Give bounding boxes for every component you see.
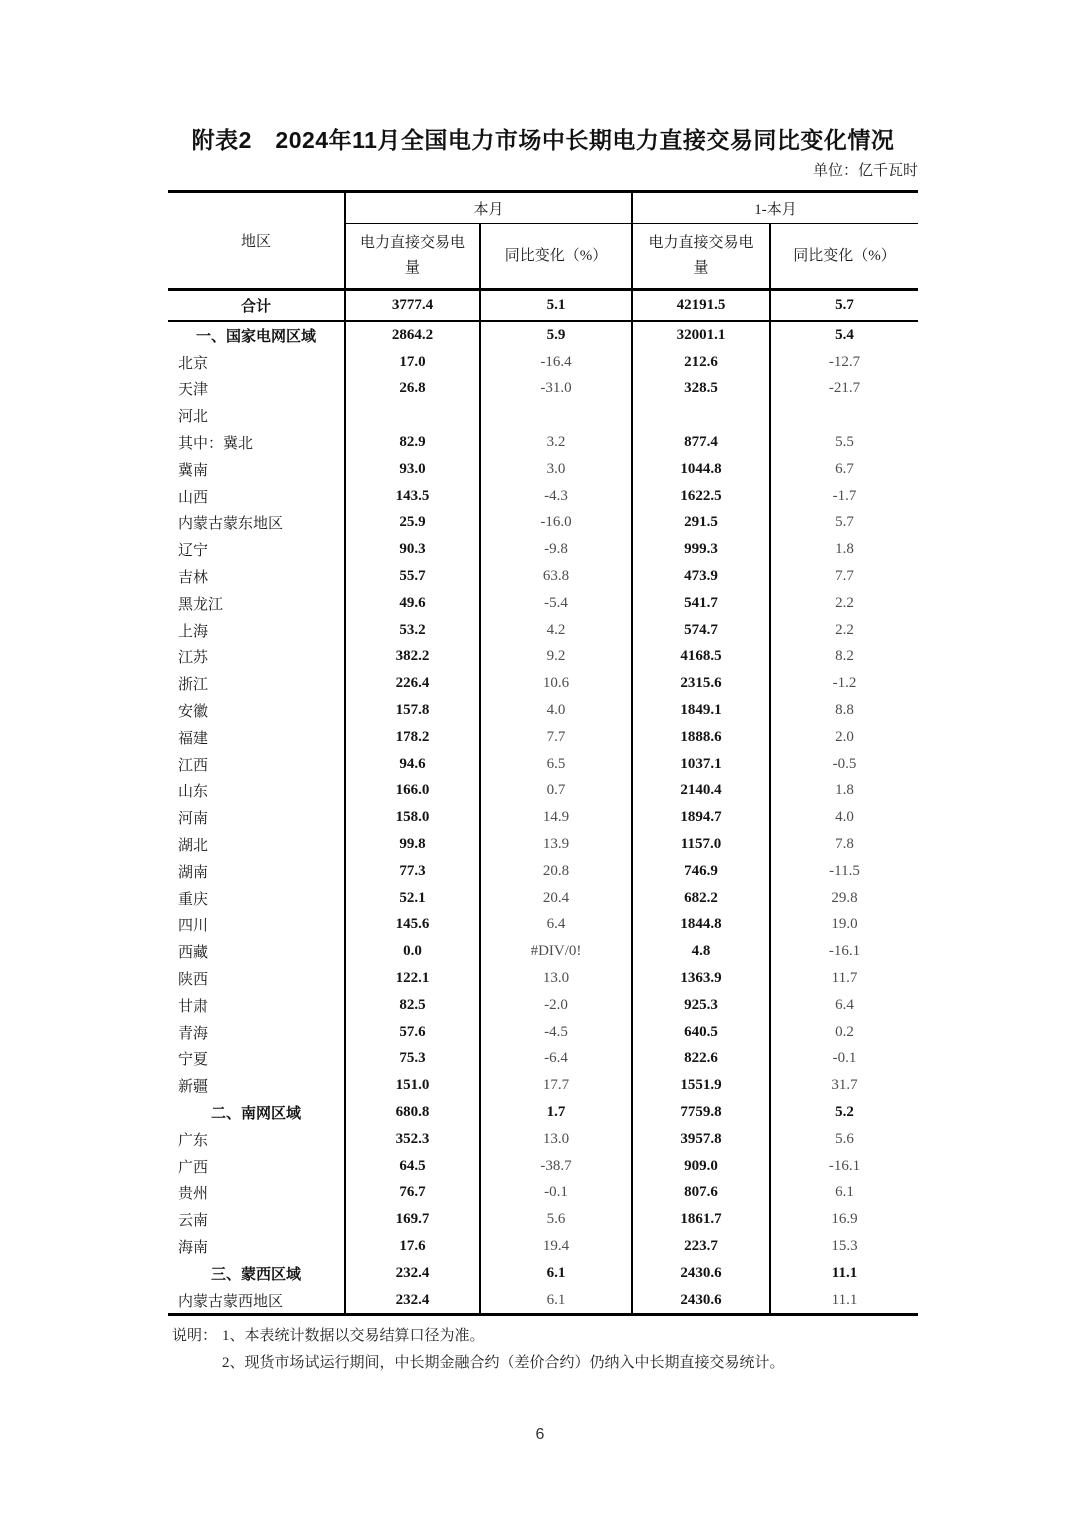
region-cell: 上海: [178, 623, 209, 640]
yoy-cell: 5.7: [770, 510, 918, 537]
document-content: [168, 0, 918, 1377]
region-cell: 天津: [178, 382, 209, 399]
table-row: [168, 483, 918, 510]
yoy-cell: 6.4: [770, 992, 918, 1019]
table-row: [168, 965, 918, 992]
region-cell: 西藏: [178, 945, 209, 962]
table-row: [168, 456, 918, 483]
volume-cell: 25.9: [345, 510, 480, 537]
yoy-cell: -9.8: [480, 536, 632, 563]
table-row: [168, 1260, 918, 1287]
table-row: [168, 1180, 918, 1207]
volume-cell: 1044.8: [632, 456, 770, 483]
yoy-cell: -0.1: [770, 1046, 918, 1073]
notes-items: [222, 1323, 918, 1377]
table-row: [168, 912, 918, 939]
yoy-cell: 4.2: [480, 617, 632, 644]
table-row: [168, 751, 918, 778]
volume-cell: 223.7: [632, 1233, 770, 1260]
table-row: [168, 858, 918, 885]
region-cell: 云南: [178, 1213, 209, 1230]
volume-cell: 212.6: [632, 349, 770, 376]
volume-cell: 2315.6: [632, 670, 770, 697]
volume-cell: 682.2: [632, 885, 770, 912]
volume-cell: 680.8: [345, 1099, 480, 1126]
yoy-cell: 5.6: [480, 1206, 632, 1233]
table-row: [168, 1233, 918, 1260]
table-row: [168, 429, 918, 456]
header-volume-month: 电力直接交易电量: [345, 224, 480, 290]
region-cell: 内蒙古蒙西地区: [178, 1293, 284, 1310]
yoy-cell: 11.1: [770, 1260, 918, 1287]
region-cell: 江苏: [178, 650, 209, 667]
table-row: [168, 376, 918, 403]
yoy-cell: 1.7: [480, 1099, 632, 1126]
yoy-cell: -16.0: [480, 510, 632, 537]
volume-cell: 57.6: [345, 1019, 480, 1046]
volume-cell: 3777.4: [345, 290, 480, 322]
yoy-cell: -5.4: [480, 590, 632, 617]
volume-cell: 328.5: [632, 376, 770, 403]
unit-label: 单位：亿千瓦时: [812, 163, 918, 179]
yoy-cell: -11.5: [770, 858, 918, 885]
region-cell: 宁夏: [178, 1052, 209, 1069]
yoy-cell: -12.7: [770, 349, 918, 376]
volume-cell: 26.8: [345, 376, 480, 403]
yoy-cell: 4.0: [770, 804, 918, 831]
yoy-cell: 19.4: [480, 1233, 632, 1260]
volume-cell: 382.2: [345, 644, 480, 671]
volume-cell: 55.7: [345, 563, 480, 590]
volume-cell: 0.0: [345, 938, 480, 965]
volume-cell: 232.4: [345, 1260, 480, 1287]
volume-cell: 473.9: [632, 563, 770, 590]
region-cell: 广东: [178, 1132, 209, 1149]
volume-cell: 1888.6: [632, 724, 770, 751]
yoy-cell: 3.2: [480, 429, 632, 456]
volume-cell: 64.5: [345, 1153, 480, 1180]
volume-cell: 1861.7: [632, 1206, 770, 1233]
volume-cell: 94.6: [345, 751, 480, 778]
volume-cell: 75.3: [345, 1046, 480, 1073]
volume-cell: 877.4: [632, 429, 770, 456]
yoy-cell: 6.4: [480, 912, 632, 939]
yoy-cell: 7.7: [770, 563, 918, 590]
table-row: [168, 1153, 918, 1180]
region-cell: 内蒙古蒙东地区: [178, 516, 284, 533]
yoy-cell: 5.7: [770, 290, 918, 322]
yoy-cell: 1.8: [770, 778, 918, 805]
table-row: [168, 831, 918, 858]
yoy-cell: -16.1: [770, 1153, 918, 1180]
region-cell: 北京: [178, 355, 209, 372]
volume-cell: 77.3: [345, 858, 480, 885]
yoy-cell: 11.1: [770, 1287, 918, 1315]
yoy-cell: 0.2: [770, 1019, 918, 1046]
volume-cell: 178.2: [345, 724, 480, 751]
table-row: [168, 644, 918, 671]
volume-cell: 2864.2: [345, 321, 480, 349]
volume-cell: 53.2: [345, 617, 480, 644]
table-row: [168, 1126, 918, 1153]
yoy-cell: 5.4: [770, 321, 918, 349]
header-yoy-cumulative: 同比变化（%）: [770, 224, 918, 290]
yoy-cell: [480, 402, 632, 429]
table-row: [168, 697, 918, 724]
volume-cell: 122.1: [345, 965, 480, 992]
yoy-cell: 2.2: [770, 617, 918, 644]
yoy-cell: -2.0: [480, 992, 632, 1019]
yoy-cell: 20.4: [480, 885, 632, 912]
volume-cell: 1157.0: [632, 831, 770, 858]
yoy-cell: 8.2: [770, 644, 918, 671]
region-cell: 广西: [178, 1159, 209, 1176]
region-cell: 黑龙江: [178, 596, 224, 613]
table-row: [168, 1099, 918, 1126]
yoy-cell: [770, 402, 918, 429]
region-cell: 一、国家电网区域: [195, 328, 316, 345]
yoy-cell: 17.7: [480, 1072, 632, 1099]
volume-cell: 4168.5: [632, 644, 770, 671]
table-row: [168, 804, 918, 831]
yoy-cell: -1.2: [770, 670, 918, 697]
yoy-cell: -0.1: [480, 1180, 632, 1207]
yoy-cell: 0.7: [480, 778, 632, 805]
volume-cell: 4.8: [632, 938, 770, 965]
volume-cell: 52.1: [345, 885, 480, 912]
region-cell: 甘肃: [178, 998, 209, 1015]
header-region: 地区: [168, 192, 345, 290]
yoy-cell: 2.0: [770, 724, 918, 751]
volume-cell: 169.7: [345, 1206, 480, 1233]
yoy-cell: 15.3: [770, 1233, 918, 1260]
yoy-cell: 6.1: [480, 1287, 632, 1315]
yoy-cell: 16.9: [770, 1206, 918, 1233]
yoy-cell: 6.1: [770, 1180, 918, 1207]
yoy-cell: 6.7: [770, 456, 918, 483]
yoy-cell: 6.1: [480, 1260, 632, 1287]
header-volume-cumulative: 电力直接交易电量: [632, 224, 770, 290]
header-this-month: 本月: [345, 192, 632, 224]
volume-cell: 1849.1: [632, 697, 770, 724]
region-cell: 江西: [178, 757, 209, 774]
volume-cell: 574.7: [632, 617, 770, 644]
volume-cell: 166.0: [345, 778, 480, 805]
yoy-cell: 11.7: [770, 965, 918, 992]
yoy-cell: 9.2: [480, 644, 632, 671]
header-yoy-month: 同比变化（%）: [480, 224, 632, 290]
notes-block: [168, 1323, 918, 1377]
region-cell: 其中：冀北: [178, 436, 254, 453]
volume-cell: [345, 402, 480, 429]
table-row: [168, 617, 918, 644]
volume-cell: 82.5: [345, 992, 480, 1019]
yoy-cell: 5.6: [770, 1126, 918, 1153]
volume-cell: 999.3: [632, 536, 770, 563]
yoy-cell: -31.0: [480, 376, 632, 403]
table-row: [168, 1046, 918, 1073]
yoy-cell: -4.5: [480, 1019, 632, 1046]
table-row: [168, 402, 918, 429]
volume-cell: 143.5: [345, 483, 480, 510]
volume-cell: 232.4: [345, 1287, 480, 1315]
table-row: [168, 1206, 918, 1233]
volume-cell: 1894.7: [632, 804, 770, 831]
volume-cell: 1622.5: [632, 483, 770, 510]
yoy-cell: 63.8: [480, 563, 632, 590]
region-cell: 辽宁: [178, 543, 209, 560]
volume-cell: 2430.6: [632, 1260, 770, 1287]
volume-cell: 82.9: [345, 429, 480, 456]
volume-cell: 822.6: [632, 1046, 770, 1073]
table-row: [168, 938, 918, 965]
yoy-cell: 3.0: [480, 456, 632, 483]
yoy-cell: 1.8: [770, 536, 918, 563]
yoy-cell: 4.0: [480, 697, 632, 724]
volume-cell: 90.3: [345, 536, 480, 563]
notes-label: 说明：: [172, 1328, 218, 1345]
region-cell: 海南: [178, 1239, 209, 1256]
region-cell: 二、南网区域: [210, 1106, 301, 1122]
yoy-cell: -21.7: [770, 376, 918, 403]
region-cell: 安徽: [178, 704, 209, 721]
volume-cell: 2430.6: [632, 1287, 770, 1315]
region-cell: 重庆: [178, 891, 209, 908]
yoy-cell: 6.5: [480, 751, 632, 778]
region-cell: 青海: [178, 1025, 209, 1042]
note-line: 1、本表统计数据以交易结算口径为准。: [222, 1328, 485, 1345]
volume-cell: 807.6: [632, 1180, 770, 1207]
volume-cell: 1551.9: [632, 1072, 770, 1099]
table-row: [168, 590, 918, 617]
volume-cell: 2140.4: [632, 778, 770, 805]
yoy-cell: -6.4: [480, 1046, 632, 1073]
volume-cell: 1363.9: [632, 965, 770, 992]
table-row: [168, 1072, 918, 1099]
volume-cell: 746.9: [632, 858, 770, 885]
region-cell: 三、蒙西区域: [210, 1266, 301, 1283]
volume-cell: 99.8: [345, 831, 480, 858]
yoy-cell: -16.4: [480, 349, 632, 376]
volume-cell: 157.8: [345, 697, 480, 724]
region-cell: 湖南: [178, 864, 209, 881]
region-cell: 河南: [178, 811, 209, 828]
table-row: [168, 290, 918, 322]
yoy-cell: #DIV/0!: [480, 938, 632, 965]
volume-cell: 49.6: [345, 590, 480, 617]
region-cell: 福建: [178, 730, 209, 747]
yoy-cell: 29.8: [770, 885, 918, 912]
table-row: [168, 1019, 918, 1046]
table-row: [168, 536, 918, 563]
table-row: [168, 321, 918, 349]
yoy-cell: -1.7: [770, 483, 918, 510]
table-row: [168, 885, 918, 912]
region-cell: 山东: [178, 784, 209, 801]
table-row: [168, 510, 918, 537]
yoy-cell: 14.9: [480, 804, 632, 831]
yoy-cell: 5.1: [480, 290, 632, 322]
header-row-groups: [168, 192, 918, 224]
note-line: 2、现货市场试运行期间，中长期金融合约（差价合约）仍纳入中长期直接交易统计。: [222, 1355, 785, 1372]
volume-cell: 925.3: [632, 992, 770, 1019]
yoy-cell: 7.7: [480, 724, 632, 751]
trade-data-table: [168, 190, 918, 1316]
yoy-cell: 7.8: [770, 831, 918, 858]
volume-cell: 158.0: [345, 804, 480, 831]
region-cell: 浙江: [178, 677, 209, 694]
yoy-cell: 5.5: [770, 429, 918, 456]
table-row: [168, 670, 918, 697]
volume-cell: 151.0: [345, 1072, 480, 1099]
region-cell: 贵州: [178, 1186, 209, 1203]
yoy-cell: 20.8: [480, 858, 632, 885]
yoy-cell: -4.3: [480, 483, 632, 510]
volume-cell: 640.5: [632, 1019, 770, 1046]
yoy-cell: 31.7: [770, 1072, 918, 1099]
yoy-cell: 19.0: [770, 912, 918, 939]
header-cumulative: 1-本月: [632, 192, 918, 224]
table-row: [168, 724, 918, 751]
volume-cell: 42191.5: [632, 290, 770, 322]
volume-cell: 32001.1: [632, 321, 770, 349]
volume-cell: 3957.8: [632, 1126, 770, 1153]
volume-cell: 1844.8: [632, 912, 770, 939]
volume-cell: 541.7: [632, 590, 770, 617]
volume-cell: [632, 402, 770, 429]
yoy-cell: 10.6: [480, 670, 632, 697]
yoy-cell: -0.5: [770, 751, 918, 778]
region-cell: 吉林: [178, 570, 209, 587]
region-cell: 山西: [178, 489, 209, 506]
volume-cell: 352.3: [345, 1126, 480, 1153]
volume-cell: 17.6: [345, 1233, 480, 1260]
page-number: 6: [535, 1426, 545, 1443]
volume-cell: 17.0: [345, 349, 480, 376]
yoy-cell: 5.9: [480, 321, 632, 349]
volume-cell: 909.0: [632, 1153, 770, 1180]
yoy-cell: 13.0: [480, 1126, 632, 1153]
yoy-cell: 5.2: [770, 1099, 918, 1126]
table-row: [168, 349, 918, 376]
table-row: [168, 563, 918, 590]
volume-cell: 226.4: [345, 670, 480, 697]
yoy-cell: 13.9: [480, 831, 632, 858]
yoy-cell: -38.7: [480, 1153, 632, 1180]
yoy-cell: 13.0: [480, 965, 632, 992]
region-cell: 合计: [168, 290, 345, 322]
volume-cell: 7759.8: [632, 1099, 770, 1126]
table-row: [168, 778, 918, 805]
volume-cell: 1037.1: [632, 751, 770, 778]
volume-cell: 145.6: [345, 912, 480, 939]
yoy-cell: 2.2: [770, 590, 918, 617]
table-row: [168, 992, 918, 1019]
yoy-cell: 8.8: [770, 697, 918, 724]
volume-cell: 76.7: [345, 1180, 480, 1207]
region-cell: 新疆: [178, 1079, 209, 1096]
region-cell: 四川: [178, 918, 209, 935]
yoy-cell: -16.1: [770, 938, 918, 965]
region-cell: 湖北: [178, 838, 209, 855]
region-cell: 陕西: [178, 972, 209, 989]
table-row: [168, 1287, 918, 1315]
volume-cell: 93.0: [345, 456, 480, 483]
page-title: 附表2 2024年11月全国电力市场中长期电力直接交易同比变化情况: [191, 127, 895, 153]
region-cell: 河北: [178, 409, 209, 426]
volume-cell: 291.5: [632, 510, 770, 537]
region-cell: 冀南: [178, 462, 209, 479]
